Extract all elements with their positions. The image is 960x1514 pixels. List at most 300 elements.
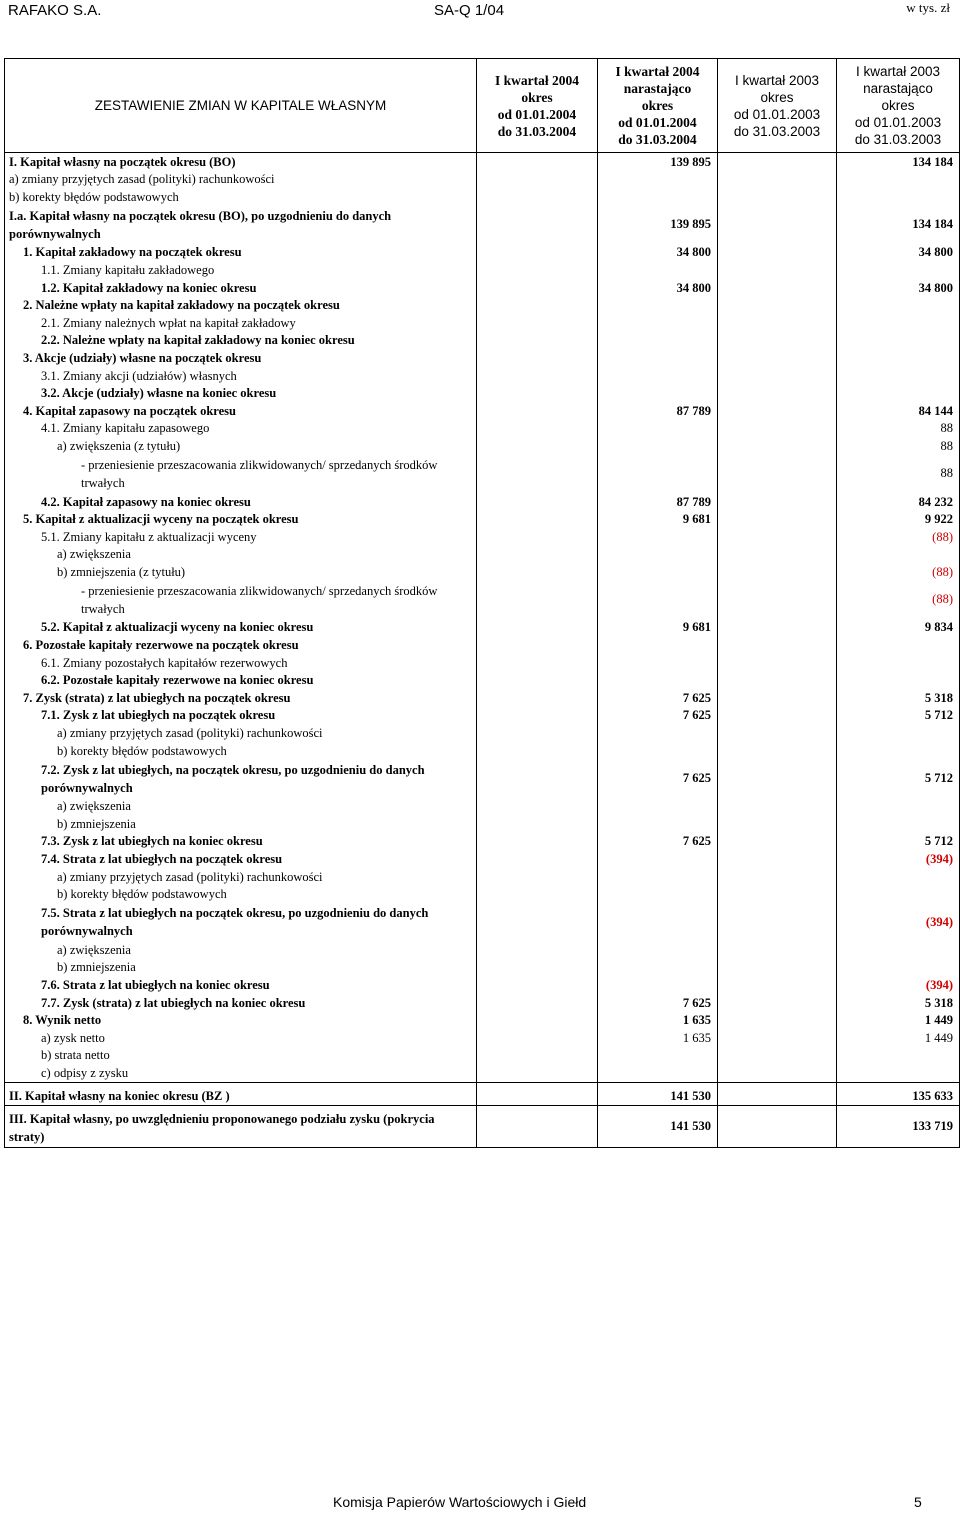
table-row [5,868,960,886]
row-label: a) zmiany przyjętych zasad (polityki) rachunkowości [5,724,477,742]
row-value-col-4 [837,349,960,367]
row-label: 7.6. Strata z lat ubiegłych na koniec okresu [5,976,477,994]
table-row [5,437,960,455]
row-value-col-3 [718,619,837,637]
row-value-col-1 [477,976,598,994]
row-value-col-1 [477,742,598,760]
column-header-line: narastająco [863,81,933,96]
row-value-col-1 [477,833,598,851]
row-value-col-4: 84 232 [837,493,960,511]
row-value-col-4: 134 184 [837,206,960,244]
row-value-col-4: 34 800 [837,244,960,262]
row-value-col-4: (88) [837,563,960,581]
table-row [5,261,960,279]
row-value-col-4 [837,798,960,816]
row-value-col-2 [598,367,718,385]
row-value-col-3 [718,332,837,350]
row-value-col-3 [718,1047,837,1065]
table-row [5,1047,960,1065]
row-label: a) zysk netto [5,1029,477,1047]
row-value-col-4: (394) [837,850,960,868]
row-value-col-1 [477,332,598,350]
row-value-col-1 [477,153,598,171]
row-label: b) korekty błędów podstawowych [5,886,477,904]
row-value-col-1 [477,815,598,833]
row-value-col-3 [718,903,837,941]
row-value-col-4: 88 [837,420,960,438]
row-value-col-1 [477,941,598,959]
row-value-col-4 [837,815,960,833]
row-value-col-2 [598,314,718,332]
row-value-col-2 [598,868,718,886]
row-value-col-3 [718,976,837,994]
row-value-col-4 [837,261,960,279]
row-label: I.a. Kapitał własny na początek okresu (BO), po uzgodnieniu do danych porównywalnych [5,206,477,244]
table-row [5,153,960,171]
row-label: 7. Zysk (strata) z lat ubiegłych na początek okresu [5,689,477,707]
column-header-line: narastająco [623,81,692,96]
row-value-col-4: 5 712 [837,760,960,798]
row-label: a) zwiększenia [5,546,477,564]
row-value-col-2: 9 681 [598,619,718,637]
table-row [5,420,960,438]
row-label: - przeniesienie przeszacowania zlikwidowanych/ sprzedanych środków trwałych [5,455,477,493]
row-label: - przeniesienie przeszacowania zlikwidowanych/ sprzedanych środków trwałych [5,581,477,619]
column-header-q1-2004 [477,59,598,153]
row-value-col-3 [718,994,837,1012]
row-value-col-2 [598,297,718,315]
row-value-col-1 [477,1047,598,1065]
row-label: 6.2. Pozostałe kapitały rezerwowe na koniec okresu [5,672,477,690]
table-row [5,528,960,546]
row-label: III. Kapitał własny, po uwzględnieniu proponowanego podziału zysku (pokrycia straty) [5,1105,477,1147]
row-value-col-2: 1 635 [598,1029,718,1047]
row-value-col-3 [718,244,837,262]
row-label: II. Kapitał własny na koniec okresu (BZ ) [5,1082,477,1105]
table-row [5,903,960,941]
row-value-col-4 [837,1064,960,1082]
row-value-col-3 [718,420,837,438]
row-value-col-2: 87 789 [598,493,718,511]
column-header-q1-2003 [718,59,837,153]
row-value-col-4 [837,959,960,977]
table-row [5,1105,960,1147]
row-value-col-1 [477,850,598,868]
row-value-col-1 [477,1029,598,1047]
row-label: 6.1. Zmiany pozostałych kapitałów rezerwowych [5,654,477,672]
row-value-col-4: 34 800 [837,279,960,297]
row-value-col-2: 7 625 [598,689,718,707]
row-value-col-3 [718,528,837,546]
table-row [5,1029,960,1047]
row-value-col-2 [598,385,718,403]
row-value-col-3 [718,279,837,297]
row-value-col-4: (88) [837,581,960,619]
row-value-col-2 [598,261,718,279]
row-value-col-2 [598,886,718,904]
row-value-col-4 [837,941,960,959]
row-value-col-1 [477,903,598,941]
table-header-row [5,59,960,153]
row-value-col-1 [477,511,598,529]
row-value-col-3 [718,546,837,564]
row-label: a) zmiany przyjętych zasad (polityki) rachunkowości [5,868,477,886]
row-label: 2. Należne wpłaty na kapitał zakładowy na początek okresu [5,297,477,315]
row-value-col-3 [718,850,837,868]
column-header-line: okres [760,89,794,105]
row-value-col-4: 9 922 [837,511,960,529]
row-value-col-2 [598,1047,718,1065]
row-value-col-2: 34 800 [598,279,718,297]
row-value-col-3 [718,815,837,833]
row-value-col-4: 1 449 [837,1029,960,1047]
row-value-col-1 [477,563,598,581]
row-label: 5. Kapitał z aktualizacji wyceny na początek okresu [5,511,477,529]
row-label: 2.1. Zmiany należnych wpłat na kapitał zakładowy [5,314,477,332]
row-label: a) zwiększenia [5,798,477,816]
table-row [5,689,960,707]
row-value-col-2 [598,941,718,959]
row-value-col-3 [718,886,837,904]
row-value-col-2 [598,349,718,367]
table-row [5,171,960,189]
table-title: ZESTAWIENIE ZMIAN W KAPITALE WŁASNYM [5,59,477,153]
page-number: 5 [914,1494,922,1510]
column-header-line: I kwartał 2003 [855,64,941,79]
row-value-col-2 [598,528,718,546]
row-value-col-2: 34 800 [598,244,718,262]
column-header-q1-2004-cumulative [598,59,718,153]
row-label: 4.1. Zmiany kapitału zapasowego [5,420,477,438]
row-value-col-3 [718,171,837,189]
row-value-col-1 [477,402,598,420]
row-value-col-1 [477,261,598,279]
row-label: b) zmniejszenia [5,959,477,977]
row-value-col-3 [718,742,837,760]
row-value-col-3 [718,581,837,619]
row-label: 1. Kapitał zakładowy na początek okresu [5,244,477,262]
row-label: a) zwiększenia [5,941,477,959]
row-value-col-4: 84 144 [837,402,960,420]
table-row [5,297,960,315]
row-value-col-1 [477,760,598,798]
column-header-line: do 31.03.2004 [618,132,697,147]
row-value-col-3 [718,206,837,244]
row-label: 7.2. Zysk z lat ubiegłych, na początek okresu, po uzgodnieniu do danych porównywalnych [5,760,477,798]
row-value-col-4 [837,171,960,189]
row-value-col-2 [598,437,718,455]
table-row [5,994,960,1012]
column-header-line: od 01.01.2004 [618,115,697,130]
table-row [5,672,960,690]
row-value-col-1 [477,868,598,886]
column-header-line: od 01.01.2003 [733,106,821,122]
table-row [5,724,960,742]
row-value-col-2: 139 895 [598,153,718,171]
row-label: a) zwiększenia (z tytułu) [5,437,477,455]
table-row [5,654,960,672]
row-value-col-4 [837,297,960,315]
row-value-col-1 [477,724,598,742]
row-value-col-1 [477,420,598,438]
row-label: 6. Pozostałe kapitały rezerwowe na początek okresu [5,636,477,654]
row-value-col-1 [477,171,598,189]
row-value-col-4 [837,385,960,403]
row-value-col-2: 1 635 [598,1012,718,1030]
row-value-col-3 [718,1064,837,1082]
row-value-col-1 [477,1064,598,1082]
table-row [5,833,960,851]
row-value-col-2 [598,903,718,941]
row-value-col-3 [718,385,837,403]
form-code: SA-Q 1/04 [434,2,505,19]
row-label: b) korekty błędów podstawowych [5,742,477,760]
column-header-q1-2003-cumulative [837,59,960,153]
table-row [5,367,960,385]
row-value-col-3 [718,654,837,672]
row-value-col-2: 7 625 [598,833,718,851]
row-value-col-2 [598,672,718,690]
row-value-col-1 [477,672,598,690]
row-value-col-2 [598,636,718,654]
column-header-line: okres [521,89,553,105]
row-value-col-3 [718,511,837,529]
column-header-line: I kwartał 2004 [615,64,700,79]
row-value-col-4 [837,1047,960,1065]
row-value-col-2: 141 530 [598,1105,718,1147]
row-value-col-3 [718,868,837,886]
row-value-col-1 [477,437,598,455]
row-label: 7.5. Strata z lat ubiegłych na początek okresu, po uzgodnieniu do danych porównywalnych [5,903,477,941]
row-value-col-3 [718,1105,837,1147]
row-value-col-4 [837,724,960,742]
unit-label: w tys. zł [906,0,950,15]
row-value-col-3 [718,188,837,206]
row-value-col-2: 87 789 [598,402,718,420]
row-label: 7.1. Zysk z lat ubiegłych na początek okresu [5,707,477,725]
row-label: 3.2. Akcje (udziały) własne na koniec okresu [5,385,477,403]
row-value-col-1 [477,244,598,262]
row-value-col-2: 7 625 [598,760,718,798]
row-value-col-3 [718,563,837,581]
table-row [5,493,960,511]
row-label: 5.1. Zmiany kapitału z aktualizacji wyceny [5,528,477,546]
footer-text: Komisja Papierów Wartościowych i Giełd [333,1494,587,1510]
row-value-col-2 [598,815,718,833]
row-label: b) zmniejszenia [5,815,477,833]
row-value-col-3 [718,941,837,959]
row-value-col-3 [718,798,837,816]
row-value-col-1 [477,206,598,244]
row-value-col-3 [718,402,837,420]
table-row [5,581,960,619]
column-header-line: I kwartał 2004 [495,72,579,88]
table-row [5,1064,960,1082]
row-value-col-4 [837,868,960,886]
column-header-line: okres [881,98,915,113]
table-row [5,815,960,833]
row-value-col-1 [477,994,598,1012]
row-value-col-1 [477,619,598,637]
row-label: 7.7. Zysk (strata) z lat ubiegłych na koniec okresu [5,994,477,1012]
column-header-line: do 31.03.2003 [733,123,821,139]
row-value-col-4 [837,546,960,564]
row-value-col-1 [477,689,598,707]
row-value-col-2 [598,546,718,564]
table-row [5,959,960,977]
row-value-col-4 [837,886,960,904]
column-header-line: okres [641,98,674,113]
row-value-col-1 [477,1082,598,1105]
row-label: 4. Kapitał zapasowy na początek okresu [5,402,477,420]
row-value-col-2: 139 895 [598,206,718,244]
row-value-col-3 [718,153,837,171]
table-row [5,279,960,297]
row-value-col-1 [477,581,598,619]
row-value-col-4: 88 [837,437,960,455]
table-row [5,402,960,420]
row-value-col-4: 88 [837,455,960,493]
row-value-col-1 [477,367,598,385]
row-value-col-4 [837,742,960,760]
row-label: 7.3. Zysk z lat ubiegłych na koniec okresu [5,833,477,851]
row-value-col-4: 5 712 [837,707,960,725]
row-value-col-2 [598,420,718,438]
row-label: 3. Akcje (udziały) własne na początek okresu [5,349,477,367]
row-value-col-3 [718,314,837,332]
row-value-col-3 [718,261,837,279]
row-value-col-3 [718,672,837,690]
row-value-col-1 [477,636,598,654]
table-row [5,546,960,564]
table-row [5,511,960,529]
row-value-col-2: 7 625 [598,707,718,725]
row-value-col-1 [477,528,598,546]
row-label: 1.2. Kapitał zakładowy na koniec okresu [5,279,477,297]
row-label: c) odpisy z zysku [5,1064,477,1082]
row-value-col-4: 134 184 [837,153,960,171]
row-value-col-2 [598,581,718,619]
row-value-col-4: 9 834 [837,619,960,637]
row-value-col-1 [477,455,598,493]
row-label: 1.1. Zmiany kapitału zakładowego [5,261,477,279]
row-value-col-3 [718,1029,837,1047]
row-label: a) zmiany przyjętych zasad (polityki) rachunkowości [5,171,477,189]
column-header-line: od 01.01.2004 [497,106,577,122]
table-row [5,798,960,816]
row-value-col-3 [718,833,837,851]
table-row [5,455,960,493]
row-value-col-2 [598,742,718,760]
row-value-col-3 [718,297,837,315]
row-value-col-1 [477,654,598,672]
row-value-col-2 [598,332,718,350]
row-value-col-1 [477,297,598,315]
table-row [5,1012,960,1030]
table-row [5,760,960,798]
column-header-line: do 31.03.2003 [854,132,942,147]
row-value-col-2: 141 530 [598,1082,718,1105]
row-value-col-2 [598,563,718,581]
table-row [5,742,960,760]
row-value-col-2 [598,171,718,189]
table-row [5,314,960,332]
row-value-col-2 [598,1064,718,1082]
row-value-col-1 [477,798,598,816]
row-value-col-4 [837,188,960,206]
table-row [5,707,960,725]
row-label: 4.2. Kapitał zapasowy na koniec okresu [5,493,477,511]
row-value-col-2: 7 625 [598,994,718,1012]
row-label: 5.2. Kapitał z aktualizacji wyceny na koniec okresu [5,619,477,637]
row-value-col-1 [477,188,598,206]
table-row [5,976,960,994]
row-value-col-4: 5 318 [837,689,960,707]
company-name: RAFAKO S.A. [8,2,102,19]
table-row [5,563,960,581]
table-row [5,850,960,868]
row-value-col-4 [837,636,960,654]
row-label: 2.2. Należne wpłaty na kapitał zakładowy na koniec okresu [5,332,477,350]
table-row [5,385,960,403]
row-value-col-3 [718,636,837,654]
column-header-line: od 01.01.2003 [854,115,942,130]
table-row [5,188,960,206]
row-value-col-3 [718,1082,837,1105]
row-value-col-1 [477,493,598,511]
table-row [5,332,960,350]
row-value-col-3 [718,493,837,511]
table-row [5,349,960,367]
row-value-col-4: (88) [837,528,960,546]
row-value-col-3 [718,455,837,493]
row-value-col-1 [477,349,598,367]
row-value-col-4 [837,332,960,350]
table-row [5,1082,960,1105]
column-header-line: do 31.03.2004 [497,123,577,139]
table-row [5,206,960,244]
row-value-col-2 [598,455,718,493]
table-row [5,619,960,637]
row-value-col-4 [837,367,960,385]
row-value-col-4: 1 449 [837,1012,960,1030]
row-value-col-1 [477,707,598,725]
row-value-col-2 [598,654,718,672]
row-value-col-2 [598,798,718,816]
row-value-col-1 [477,959,598,977]
row-value-col-2: 9 681 [598,511,718,529]
row-value-col-4: (394) [837,903,960,941]
row-value-col-4 [837,654,960,672]
row-label: 8. Wynik netto [5,1012,477,1030]
table-row [5,244,960,262]
row-value-col-1 [477,385,598,403]
row-value-col-3 [718,724,837,742]
row-value-col-4 [837,314,960,332]
row-value-col-3 [718,707,837,725]
row-label: b) zmniejszenia (z tytułu) [5,563,477,581]
row-value-col-4: (394) [837,976,960,994]
column-header-line: I kwartał 2003 [734,72,820,88]
row-value-col-3 [718,1012,837,1030]
row-label: b) korekty błędów podstawowych [5,188,477,206]
row-value-col-1 [477,279,598,297]
row-value-col-3 [718,349,837,367]
row-value-col-2 [598,976,718,994]
row-value-col-3 [718,367,837,385]
row-value-col-3 [718,760,837,798]
row-value-col-3 [718,689,837,707]
